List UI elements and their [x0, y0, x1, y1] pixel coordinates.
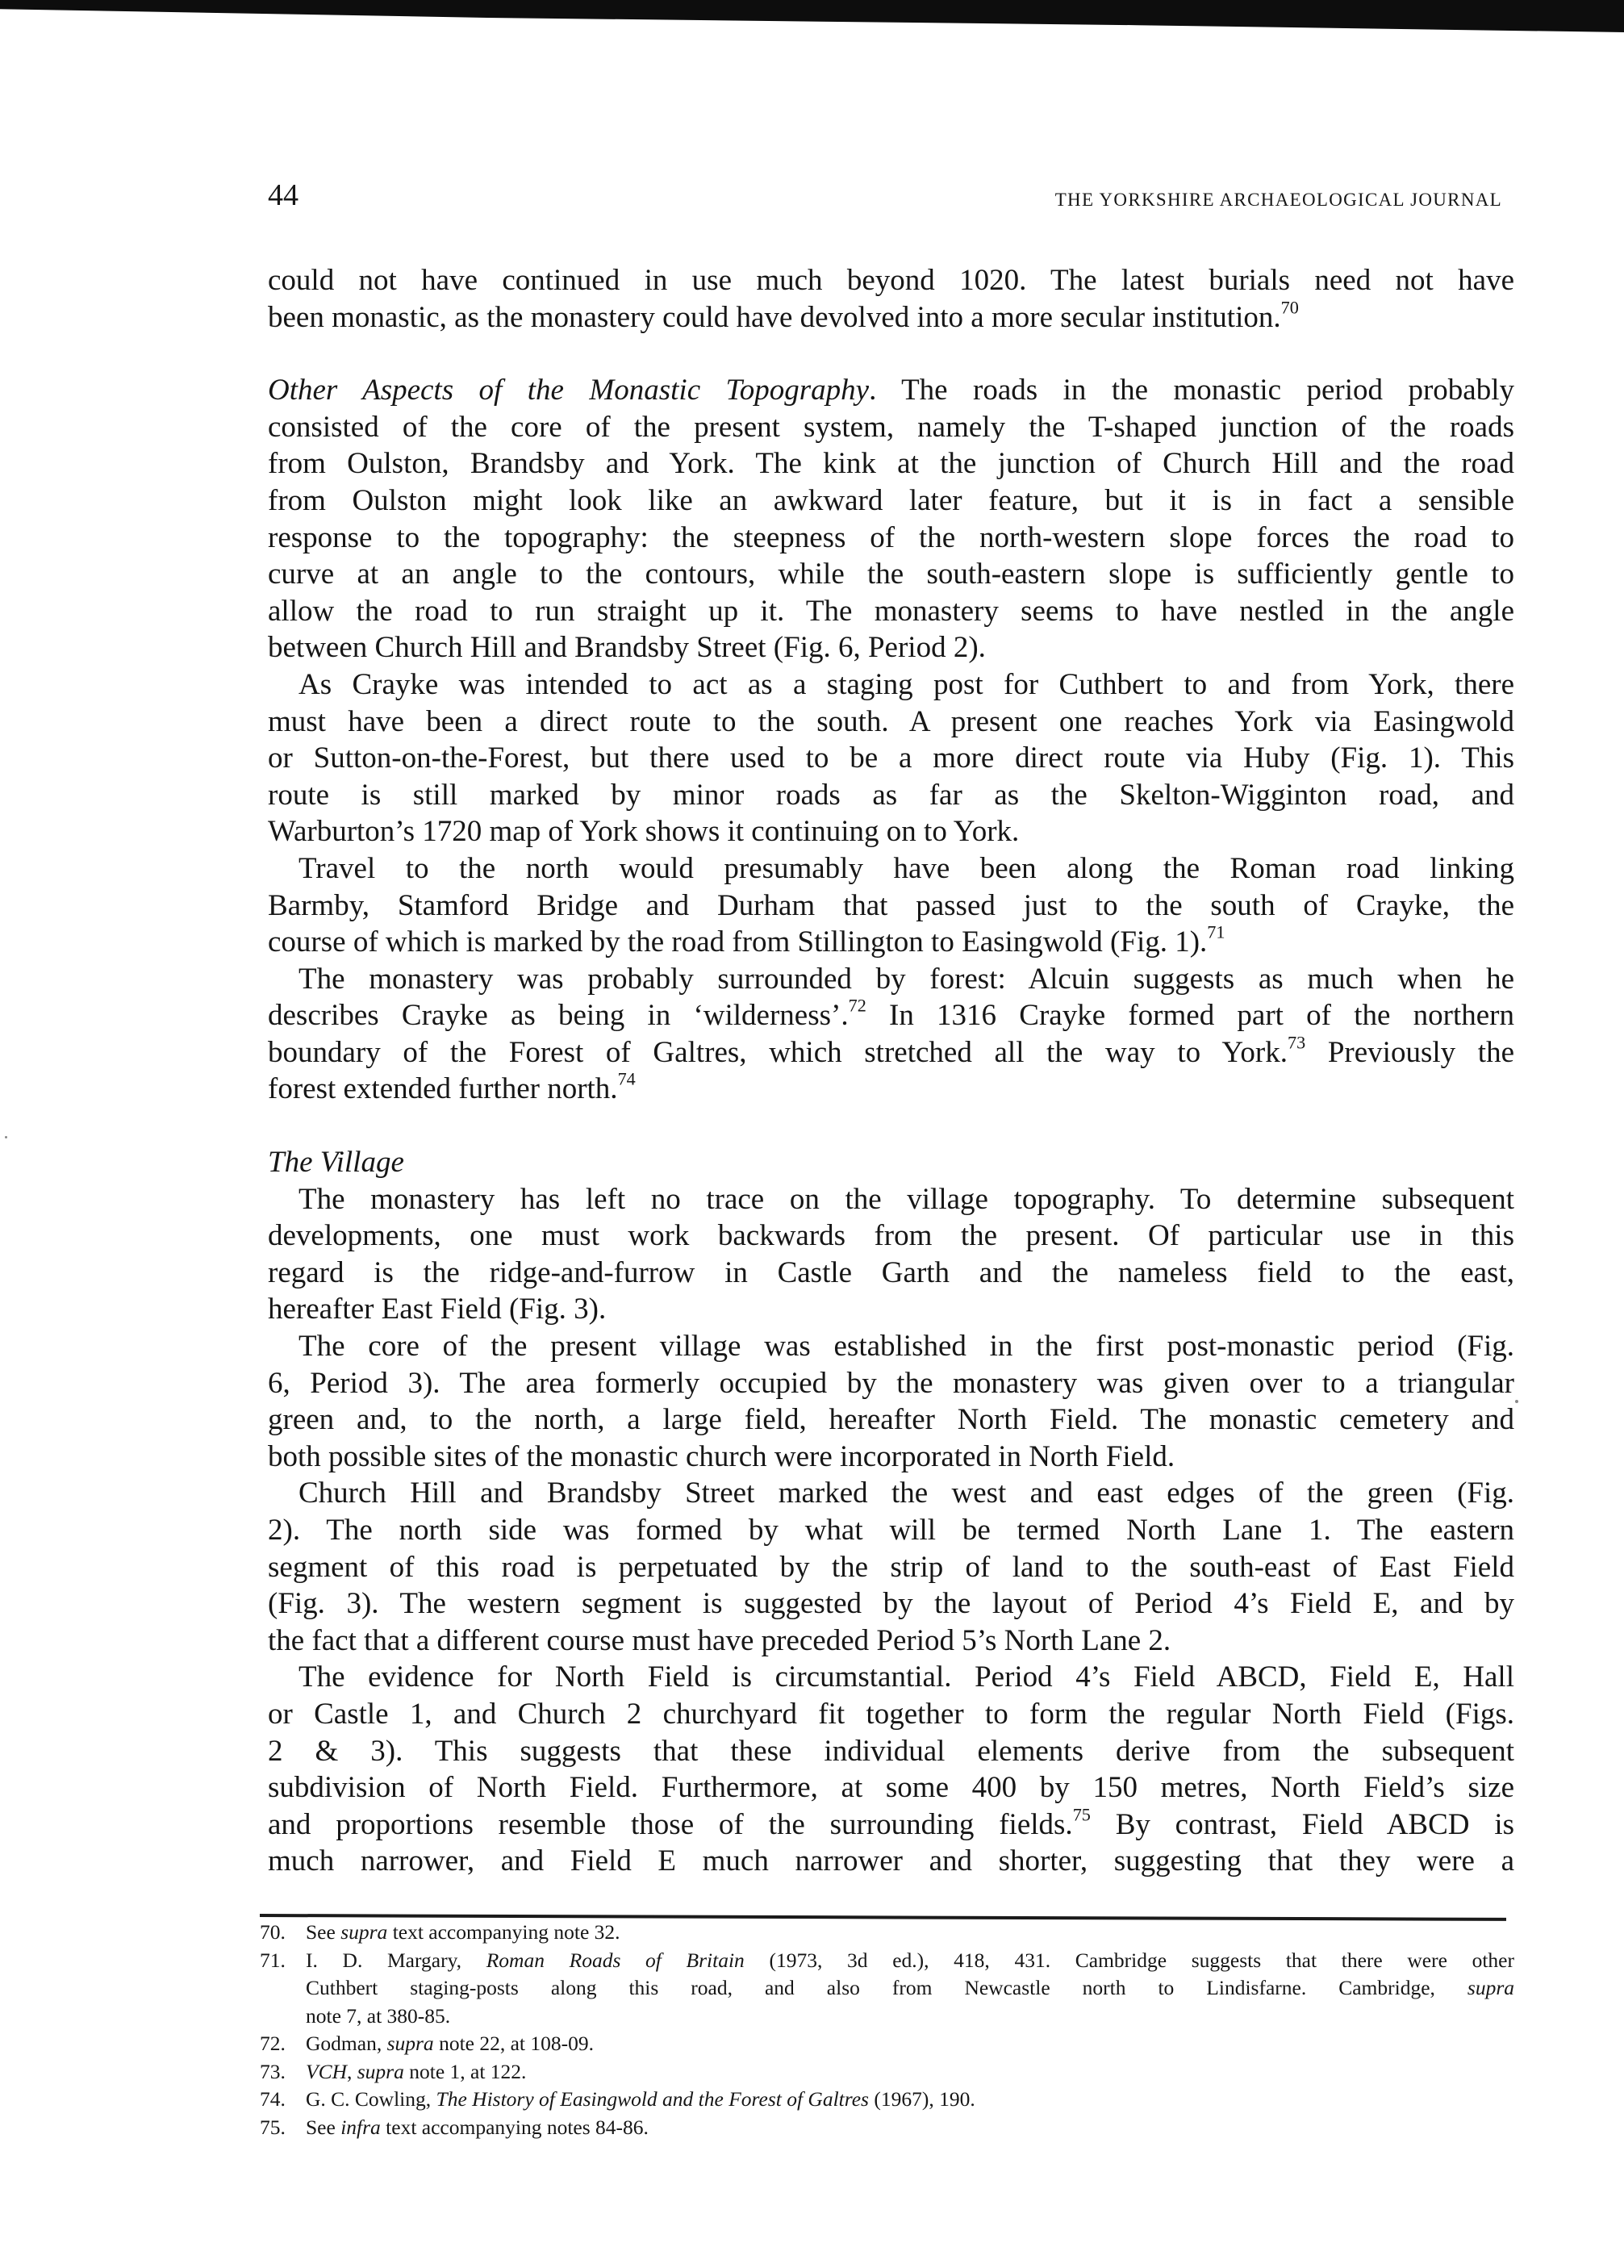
text-line: Church Hill and Brandsby Street marked the west and east edges of the green (Fig. — [298, 1476, 1514, 1510]
footnotes — [260, 1919, 1514, 2141]
text-line: regard is the ridge-and-furrow in Castle Garth and the nameless field to the east, — [268, 1255, 1514, 1289]
text-line: could not have continued in use much beyond 1020. The latest burials need not have — [268, 264, 1514, 297]
footnote-number: 75. — [260, 2115, 286, 2139]
text-line: between Church Hill and Brandsby Street (Fig. 6, Period 2). — [268, 631, 986, 665]
footnote-70: 70. See supra text accompanying note 32. — [260, 1919, 1514, 1947]
article-body — [268, 262, 1514, 1880]
text-line: green and, to the north, a large field, hereafter North Field. The monastic cemetery and — [268, 1403, 1514, 1437]
text-line: boundary of the Forest of Galtres, which stretched all the way to York.$^{73}$ Previously the — [268, 1032, 1514, 1069]
paragraph — [268, 1659, 1514, 1880]
text-line: The evidence for North Field is circumstantial. Period 4’s Field ABCD, Field E, Hall — [298, 1660, 1514, 1694]
text-line: been monastic, as the monastery could have devolved into a more secular institution.$^{70}$ — [268, 296, 1299, 334]
text-line: Warburton’s 1720 map of York shows it continuing on to York. — [268, 815, 1020, 849]
text-line: Travel to the north would presumably have been along the Roman road linking — [298, 851, 1514, 885]
footnote-number: 74. — [260, 2087, 286, 2111]
inline-section-heading: Other Aspects of the Monastic Topography — [268, 374, 870, 407]
text-line: the fact that a different course must have preceded Period 5’s North Lane 2. — [268, 1623, 1171, 1657]
spacer — [268, 1108, 1514, 1144]
running-header — [268, 179, 1502, 211]
paragraph — [268, 1181, 1514, 1328]
footnote-74: 74. G. C. Cowling, The History of Easingwold and the Forest of Galtres (1967), 190. — [260, 2086, 1514, 2114]
text-line: both possible sites of the monastic church were incorporated in North Field. — [268, 1439, 1175, 1473]
text-line: 2 & 3). This suggests that these individual elements derive from the subsequent — [268, 1734, 1514, 1768]
paragraph — [268, 1328, 1514, 1475]
text-line: must have been a direct route to the south. A present one reaches York via Easingwold — [268, 704, 1514, 738]
footnote-73: 73. VCH, supra note 1, at 122. — [260, 2058, 1514, 2086]
text-line: from Oulston, Brandsby and York. The kink at the junction of Church Hill and the road — [268, 447, 1514, 481]
text-line: describes Crayke as being in ‘wilderness’.$^{72}$ In 1316 Crayke formed part of the northern — [268, 995, 1515, 1033]
text-line: 6, Period 3). The area formerly occupied by the monastery was given over to a triangular — [268, 1366, 1514, 1400]
footnote-number: 70. — [260, 1920, 286, 1944]
text-line: developments, one must work backwards from the present. Of particular use in this — [268, 1219, 1514, 1253]
paragraph — [268, 961, 1514, 1108]
text-line: much narrower, and Field E much narrower and shorter, suggesting that they were a — [268, 1844, 1514, 1878]
text-line: 2). The north side was formed by what will be termed North Lane 1. The eastern — [268, 1514, 1514, 1547]
page-number: 44 — [268, 178, 298, 212]
paragraph — [268, 1475, 1514, 1659]
footnote-ref[interactable]: 75 — [1072, 1804, 1091, 1825]
journal-title: THE YORKSHIRE ARCHAEOLOGICAL JOURNAL — [1054, 190, 1502, 210]
text-line: from Oulston might look like an awkward later feature, but it is in fact a sensible — [268, 483, 1514, 517]
text-line: or Sutton-on-the-Forest, but there used to be a more direct route via Huby (Fig. 1). This — [268, 741, 1514, 775]
footnote-71: 71. I. D. Margary, Roman Roads of Britain (1973, 3d ed.), 418, 431. Cambridge suggests that there were other Cuthbert staging-posts along this road, and also from Newcastle north to Lindisfarne. Cambridge, supra note 7, at 380-85. — [260, 1947, 1514, 2031]
footnote-number: 72. — [260, 2032, 286, 2055]
footnote-ref[interactable]: 74 — [617, 1068, 636, 1089]
footnote-number: 73. — [260, 2059, 286, 2083]
footnote-72: 72. Godman, supra note 22, at 108-09. — [260, 2030, 1514, 2058]
text-line: The core of the present village was established in the first post-monastic period (Fig. — [298, 1330, 1514, 1364]
footnote-number: 71. — [260, 1948, 286, 1972]
text-line: allow the road to run straight up it. The monastery seems to have nestled in the angle — [268, 594, 1514, 628]
paragraph — [268, 262, 1514, 336]
text-line: Barmby, Stamford Bridge and Durham that passed just to the south of Crayke, the — [268, 888, 1514, 922]
text-line: forest extended further north.$^{74}$ — [268, 1068, 636, 1106]
text-line: hereafter East Field (Fig. 3). — [268, 1293, 607, 1326]
text-line: response to the topography: the steepness of the north-western slope forces the road to — [268, 520, 1514, 554]
paragraph — [268, 666, 1514, 850]
text-line: (Fig. 3). The western segment is suggested by the layout of Period 4’s Field E, and by — [268, 1587, 1514, 1621]
text-line: As Crayke was intended to act as a staging post for Cuthbert to and from York, there — [298, 667, 1514, 701]
footnote-75: 75. See infra text accompanying notes 84-86. — [260, 2114, 1514, 2142]
text-line: and proportions resemble those of the surrounding fields.$^{75}$ By contrast, Field ABCD is — [268, 1804, 1514, 1841]
section-heading-the-village: The Village — [268, 1146, 404, 1180]
text-line: consisted of the core of the present system, namely the T-shaped junction of the roads — [268, 410, 1514, 444]
text-line: The monastery has left no trace on the village topography. To determine subsequent — [298, 1182, 1514, 1216]
text-line: or Castle 1, and Church 2 churchyard fit together to form the regular North Field (Figs. — [268, 1697, 1514, 1731]
text-line: route is still marked by minor roads as far as the Skelton-Wigginton road, and — [268, 778, 1514, 812]
footnote-ref[interactable]: 72 — [848, 995, 866, 1016]
scan-speck — [1515, 1400, 1518, 1403]
text-line: The monastery was probably surrounded by forest: Alcuin suggests as much when he — [298, 962, 1514, 996]
footnote-ref[interactable]: 71 — [1207, 921, 1225, 942]
text-line: course of which is marked by the road from Stillington to Easingwold (Fig. 1).$^{71}$ — [268, 921, 1225, 959]
text-line: curve at an angle to the contours, while the south-eastern slope is sufficiently gentle to — [268, 558, 1514, 591]
scan-border — [0, 0, 1624, 32]
spacer — [268, 336, 1514, 372]
scan-speck — [5, 1136, 7, 1138]
footnote-ref[interactable]: 70 — [1280, 296, 1299, 317]
text-line: subdivision of North Field. Furthermore, at some 400 by 150 metres, North Field’s size — [268, 1771, 1514, 1805]
text-line: Other Aspects of the Monastic Topography. The roads in the monastic period probably — [268, 374, 1514, 407]
text-line: segment of this road is perpetuated by the strip of land to the south-east of East Field — [268, 1550, 1514, 1584]
footnote-ref[interactable]: 73 — [1287, 1032, 1306, 1053]
paragraph-monastic-topography — [268, 372, 1514, 666]
paragraph — [268, 850, 1514, 961]
